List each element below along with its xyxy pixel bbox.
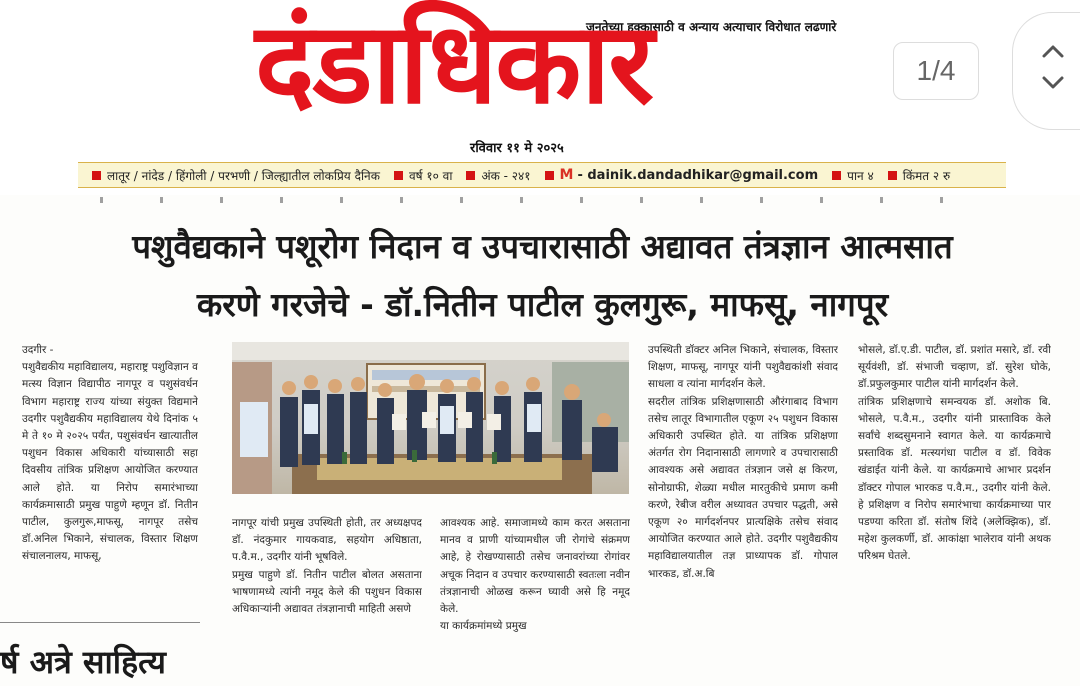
bullet-icon	[888, 171, 897, 180]
article-column-2: नागपूर यांची प्रमुख उपस्थिती होती, तर अध्यक्षपद डॉ. नंदकुमार गायकवाड, सहयोग अधिष्ठाता, प.वै.म., उदगीर यांनी भूषविले. प्रमुख पाहुणे डॉ. नितीन पाटील बोलत असताना भाषणामध्ये त्यांनी नमूद केले की पशुधन विकास अधिकाऱ्यांनी अद्यावत तंत्रज्ञानाची माहिती असणे	[232, 517, 422, 616]
info-email: M - dainik.dandadhikar@gmail.com	[545, 167, 819, 183]
column-divider	[0, 622, 200, 623]
headline-line-2: करणे गरजेचे - डॉ.नितीन पाटील कुलगुरू, माफसू, नागपूर	[196, 285, 889, 324]
info-year: वर्ष १० वा	[394, 167, 453, 184]
article-column-4: उपस्थिती डॉक्टर अनिल भिकाने, संचालक, विस्तार शिक्षण, माफसू, नागपूर यांनी पशुवैद्यकांशी संवाद साधला व त्यांना मार्गदर्शन केले. सदरील तांत्रिक प्रशिक्षणासाठी औरंगाबाद विभाग तसेच लातूर विभागातील एकूण २५ पशुधन विकास अधिकारी उपस्थित होते. या तांत्रिक प्रशिक्षणा अंतर्गत रोग निदानासाठी लागणारे व उपचारासाठी आवश्यक असे अद्यावत तंत्रज्ञान जसे क्ष किरण, सोनोग्राफी, शेळ्या मधील मारतुकीचे प्रमाण कमी करणे, रेबीज वरील अध्यावत उपचार पद्धती, असे एकूण २० मार्गदर्शनपर प्रात्यक्षिके तसेच संवाद आयोजित करण्यात आले होते. उदगीर पशुवैद्यकीय महाविद्यालयातील तज्ञ प्राध्यापक डॉ. गोपाल भारकड, डॉ.अ.बि	[648, 344, 838, 580]
cropped-text-line	[100, 197, 1000, 203]
chevron-up-icon[interactable]	[1041, 43, 1065, 59]
info-issue: अंक - २४१	[466, 167, 530, 184]
chevron-down-icon[interactable]	[1041, 75, 1065, 91]
bullet-icon	[466, 171, 475, 180]
info-regions: लातूर / नांदेड / हिंगोली / परभणी / जिल्ह्यातील लोकप्रिय दैनिक	[92, 167, 380, 184]
event-photo	[232, 342, 629, 494]
gmail-icon: M	[559, 167, 574, 183]
photo-scene	[232, 342, 629, 494]
article-column-5: भोसले, डॉ.ए.डी. पाटील, डॉ. प्रशांत मसारे, डॉ. रवी सूर्यवंशी, डॉ. संभाजी चव्हाण, डॉ. सुरेश घोके, डॉ.प्रफुलकुमार पाटील यांनी मार्गदर्शन केले. तांत्रिक प्रशिक्षणाचे समन्वयक डॉ. अशोक बि. भोसले, प.वै.म., उदगीर यांनी प्रास्ताविक केले सर्वांचे शब्दसुमनाने स्वागत केले. या कार्यक्रमाचे प्रस्ताविक डॉ. मत्स्यगंधा पाटील व डॉ. विवेक खंडाईत यांनी केले. या कार्यक्रमाचे आभार प्रदर्शन डॉक्टर गोपाल भारकड प.वै.म., उदगीर यांनी केले. हे प्रशिक्षण व निरोप समारंभाचा कार्यक्रमाच्या पार पडण्या करिता डॉ. संतोष शिंदे (अलेक्झिक), डॉ. महेश कुलकर्णी, डॉ. आकांक्षा भालेराव यांनी अथक परिश्रम घेतले.	[858, 344, 1051, 563]
issue-date: रविवार ११ मे २०२५	[470, 141, 564, 156]
info-bar	[78, 162, 1006, 188]
page-nav-control[interactable]	[1012, 12, 1080, 130]
bullet-icon	[832, 171, 841, 180]
info-price: किंमत २ रु	[888, 167, 950, 184]
next-article-headline: र्ष अत्रे साहित्य	[0, 643, 166, 681]
info-pages: पान ४	[832, 167, 874, 184]
article-headline	[20, 218, 1065, 334]
bullet-icon	[545, 171, 554, 180]
article-column-3: आवश्यक आहे. समाजामध्ये काम करत असताना मानव व प्राणी यांच्यामधील जी रोगांचे संक्रमण आहे, हे रोखण्यासाठी तसेच जनावरांच्या रोगांवर अचूक निदान व उपचार करण्यासाठी स्वतःला नवीन तंत्रज्ञानाची ओळख करून घ्यावी असे हि नमूद केले. या कार्यक्रमांमध्ये प्रमुख	[440, 517, 630, 633]
newspaper-logo: दंडाधिकार	[255, 0, 653, 129]
page-indicator[interactable]: 1/4	[893, 42, 979, 100]
headline-line-1: पशुवैद्यकाने पशूरोग निदान व उपचारासाठी अद्यावत तंत्रज्ञान आत्मसात	[132, 227, 953, 266]
bullet-icon	[394, 171, 403, 180]
bullet-icon	[92, 171, 101, 180]
article-column-1: उदगीर - पशुवैद्यकीय महाविद्यालय, महाराष्ट्र पशुविज्ञान व मत्स्य विज्ञान विद्यापीठ नागपूर व पशुसंवर्धन विभाग महाराष्ट्र राज्य यांच्या संयुक्त विद्यमाने उदगीर पशुवैद्यकीय महाविद्यालय येथे दिनांक ५ मे ते १० मे २०२५ पर्यंत, पशुसंवर्धन खात्यातील पशुधन विकास अधिकारी यांच्यासाठी सहा दिवसीय तांत्रिक प्रशिक्षण आयोजित करण्यात आले होते. या निरोप समारंभाच्या कार्यक्रमासाठी प्रमुख पाहुणे म्हणून डॉ. नितीन पाटील, कुलगुरू,माफसू, नागपूर तसेच डॉ.अनिल भिकाने, संचालक, विस्तार शिक्षण संचालनालय, माफसू,	[22, 344, 198, 563]
tagline: जनतेच्या हक्कासाठी व अन्याय अत्याचार विरोधात लढणारे	[586, 20, 837, 34]
